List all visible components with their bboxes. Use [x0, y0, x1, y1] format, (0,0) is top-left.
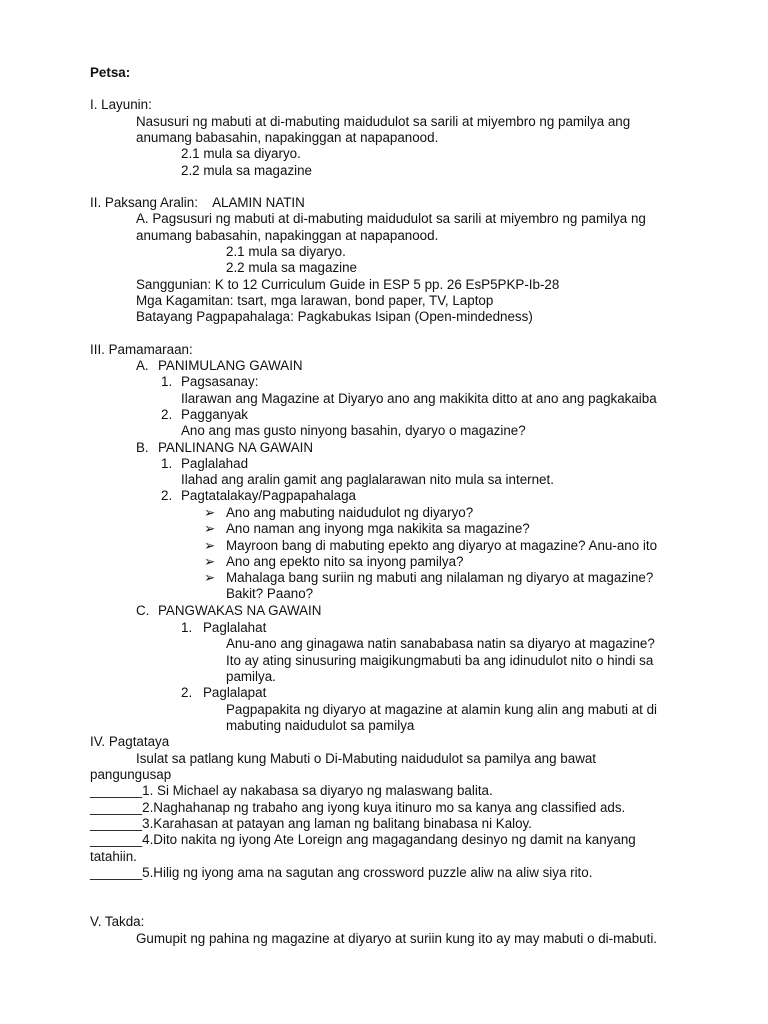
question-item	[204, 554, 463, 570]
quiz-item-3: _______3.Karahasan at patayan ang laman ng balitang binabasa ni Kaloy.	[90, 816, 532, 831]
part-b1-title: Paglalahad	[181, 456, 249, 471]
part-a1-text: Ilarawan ang Magazine at Diyaryo ano ang makikita ditto at ano ang pagkakaiba	[181, 391, 657, 406]
question-text: Ano ang epekto nito sa inyong pamilya?	[226, 554, 464, 569]
paksang-sub-item-1: 2.1 mula sa diyaryo.	[226, 244, 346, 259]
question-text-continued: Bakit? Paano?	[226, 586, 314, 601]
part-a2-title: Pagganyak	[181, 407, 249, 422]
quiz-item-4: _______4.Dito nakita ng iyong Ate Loreign ang magagandang desinyo ng damit na kanyang	[90, 832, 636, 847]
question-text: Ano ang mabuting naidudulot ng diyaryo?	[226, 505, 474, 520]
part-b2-title: Pagtatalakay/Pagpapahalaga	[181, 488, 356, 503]
date-label: Petsa:	[90, 65, 131, 80]
arrow-bullet-icon: ➢	[204, 570, 216, 585]
question-text: Ano naman ang inyong mga nakikita sa magazine?	[226, 521, 530, 536]
part-a2-text: Ano ang mas gusto ninyong basahin, dyaryo o magazine?	[181, 423, 526, 438]
part-c-title: PANGWAKAS NA GAWAIN	[158, 603, 322, 618]
kagamitan-line: Mga Kagamitan: tsart, mga larawan, bond paper, TV, Laptop	[136, 293, 494, 308]
sanggunian-line: Sanggunian: K to 12 Curriculum Guide in ESP 5 pp. 26 EsP5PKP-Ib-28	[136, 277, 560, 292]
part-c1-text-line2: Ito ay ating sinusuring maigikungmabuti ba ang idinudulot nito o hindi sa	[226, 653, 654, 668]
question-item	[204, 570, 653, 586]
part-c1-text-line3: pamilya.	[226, 669, 276, 684]
question-item	[204, 505, 473, 521]
quiz-item-4-continued: tatahiin.	[90, 849, 137, 864]
arrow-bullet-icon: ➢	[204, 505, 216, 520]
question-text: Mahalaga bang suriin ng mabuti ang nilalaman ng diyaryo at magazine?	[226, 570, 654, 585]
layunin-text-line2: anumang babasahin, napakinggan at napapanood.	[136, 130, 439, 145]
part-c-label: C.	[136, 603, 150, 618]
question-text: Mayroon bang di mabuting epekto ang diyaryo at magazine? Anu-ano ito	[226, 538, 658, 553]
takda-text: Gumupit ng pahina ng magazine at diyaryo at suriin kung ito ay may mabuti o di-mabuti.	[136, 931, 658, 946]
paksang-text-line1: A. Pagsusuri ng mabuti at di-mabuting maidudulot sa sarili at miyembro ng pamilya ng	[136, 211, 646, 226]
question-item	[204, 538, 657, 554]
part-b2-number: 2.	[161, 488, 173, 503]
layunin-text-line1: Nasusuri ng mabuti at di-mabuting maidudulot sa sarili at miyembro ng pamilya ang	[136, 114, 631, 129]
section-heading-layunin: I. Layunin:	[90, 97, 152, 112]
part-b-title: PANLINANG NA GAWAIN	[158, 440, 314, 455]
part-c2-number: 2.	[181, 685, 193, 700]
question-item	[204, 521, 530, 537]
arrow-bullet-icon: ➢	[204, 554, 216, 569]
pagtataya-instruction-line1: Isulat sa patlang kung Mabuti o Di-Mabuting naidudulot sa pamilya ang bawat	[136, 751, 597, 766]
part-a-title: PANIMULANG GAWAIN	[158, 358, 303, 373]
part-a1-title: Pagsasanay:	[181, 374, 259, 389]
paksang-sub-item-2: 2.2 mula sa magazine	[226, 260, 358, 275]
layunin-sub-item-1: 2.1 mula sa diyaryo.	[181, 146, 301, 161]
paksang-text-line2: anumang babasahin, napakinggan at napapanood.	[136, 228, 439, 243]
section-heading-pagtataya: IV. Pagtataya	[90, 734, 170, 749]
quiz-item-2: _______2.Naghahanap ng trabaho ang iyong kuya itinuro mo sa kanya ang classified ads.	[90, 800, 626, 815]
layunin-sub-item-2: 2.2 mula sa magazine	[181, 163, 313, 178]
part-c1-text-line1: Anu-ano ang ginagawa natin sanababasa natin sa diyaryo at magazine?	[226, 636, 655, 651]
part-c1-title: Paglalahat	[203, 620, 267, 635]
quiz-item-5: _______5.Hilig ng iyong ama na sagutan ang crossword puzzle aliw na aliw siya rito.	[90, 865, 593, 880]
part-c2-text-line1: Pagpapakita ng diyaryo at magazine at alamin kung alin ang mabuti at di	[226, 702, 658, 717]
part-b-label: B.	[136, 440, 149, 455]
part-b1-number: 1.	[161, 456, 173, 471]
part-a-label: A.	[136, 358, 149, 373]
quiz-item-1: _______1. Si Michael ay nakabasa sa diyaryo ng malaswang balita.	[90, 783, 493, 798]
part-a2-number: 2.	[161, 407, 173, 422]
part-a1-number: 1.	[161, 374, 173, 389]
section-heading-paksang-aralin: II. Paksang Aralin: ALAMIN NATIN	[90, 195, 305, 210]
section-heading-pamamaraan: III. Pamamaraan:	[90, 342, 193, 357]
arrow-bullet-icon: ➢	[204, 521, 216, 536]
part-b1-text: Ilahad ang aralin gamit ang paglalarawan nito mula sa internet.	[181, 472, 554, 487]
section-heading-takda: V. Takda:	[90, 914, 145, 929]
pagtataya-instruction-line2: pangungusap	[90, 767, 172, 782]
part-c2-title: Paglalapat	[203, 685, 267, 700]
part-c2-text-line2: mabuting naidudulot sa pamilya	[226, 718, 415, 733]
part-c1-number: 1.	[181, 620, 193, 635]
batayang-line: Batayang Pagpapahalaga: Pagkabukas Isipan (Open-mindedness)	[136, 309, 533, 324]
arrow-bullet-icon: ➢	[204, 538, 216, 553]
